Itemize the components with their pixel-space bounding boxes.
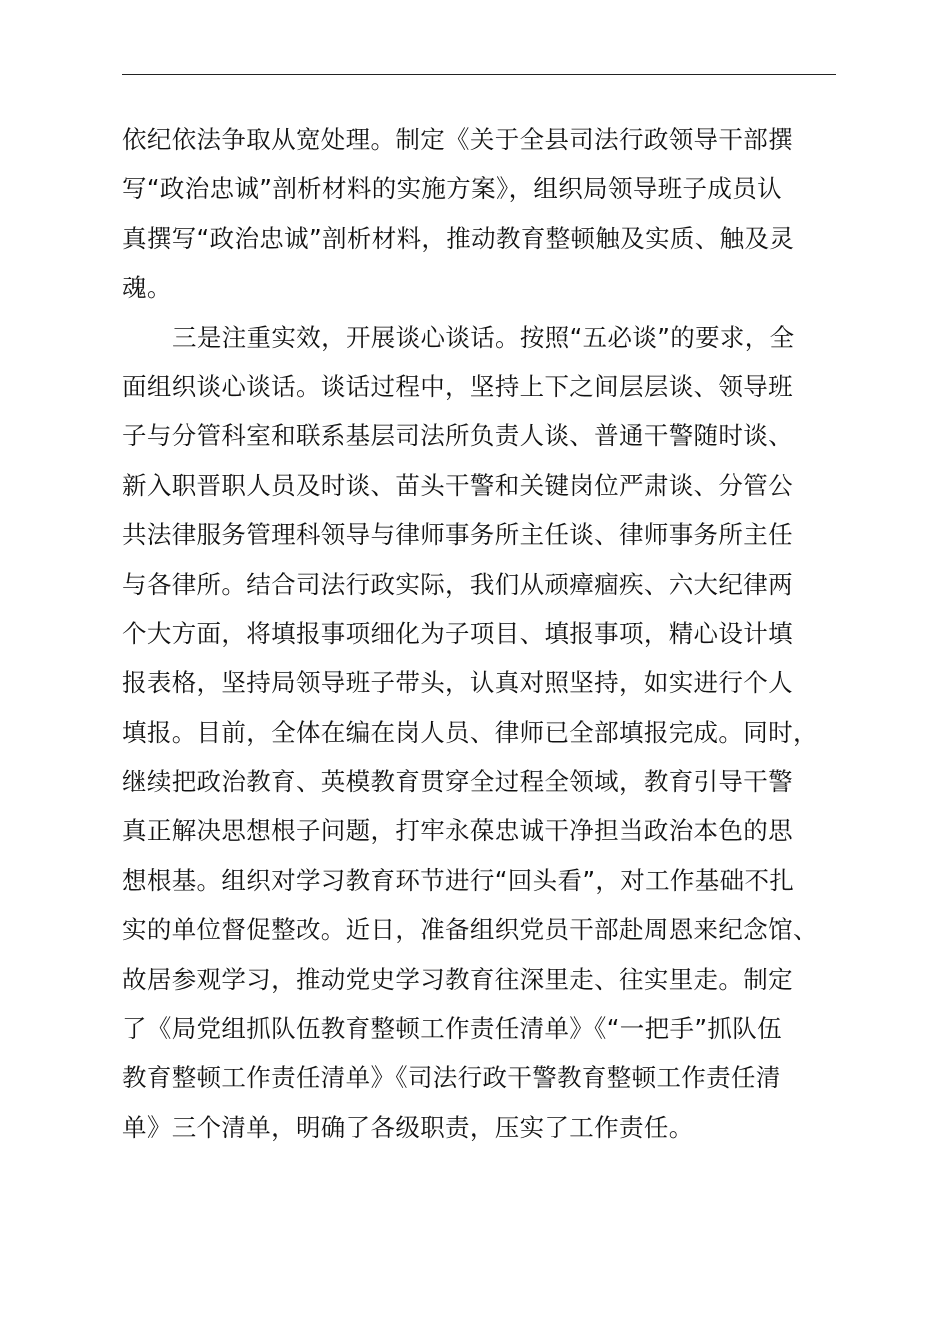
text-line: 了《局党组抓队伍教育整顿工作责任清单》《“一把手”抓队伍	[122, 1014, 782, 1044]
text-line: 与各律所。结合司法行政实际，我们从顽瘴痼疾、六大纪律两	[122, 569, 793, 599]
text-line: 三是注重实效，开展谈心谈话。按照“五必谈”的要求，全	[172, 322, 795, 352]
text-line: 实的单位督促整改。近日，准备组织党员干部赴周恩来纪念馆、	[122, 915, 818, 945]
text-line: 子与分管科室和联系基层司法所负责人谈、普通干警随时谈、	[122, 421, 793, 451]
text-line: 真正解决思想根子问题，打牢永葆忠诚干净担当政治本色的思	[122, 816, 793, 846]
text-line: 新入职晋职人员及时谈、苗头干警和关键岗位严肃谈、分管公	[122, 470, 793, 500]
text-line: 填报。目前，全体在编在岗人员、律师已全部填报完成。同时，	[122, 717, 818, 747]
paragraph-continuation	[122, 115, 862, 313]
text-line: 真撰写“政治忠诚”剖析材料，推动教育整顿触及实质、触及灵	[122, 223, 795, 253]
text-line: 故居参观学习，推动党史学习教育往深里走、往实里走。制定	[122, 964, 793, 994]
text-line: 报表格，坚持局领导班子带头，认真对照坚持，如实进行个人	[122, 668, 793, 698]
text-line: 继续把政治教育、英模教育贯穿全过程全领域，教育引导干警	[122, 767, 793, 797]
document-body	[122, 115, 862, 1152]
text-line: 教育整顿工作责任清单》《司法行政干警教育整顿工作责任清	[122, 1063, 781, 1093]
text-line: 魂。	[122, 273, 172, 303]
text-line: 单》三个清单，明确了各级职责，压实了工作责任。	[122, 1112, 694, 1142]
text-line: 想根基。组织对学习教育环节进行“回头看”，对工作基础不扎	[122, 865, 795, 895]
header-rule	[122, 74, 836, 75]
text-line: 写“政治忠诚”剖析材料的实施方案》，组织局领导班子成员认	[122, 174, 782, 204]
paragraph-third-point	[122, 313, 862, 1153]
text-line: 面组织谈心谈话。谈话过程中，坚持上下之间层层谈、领导班	[122, 371, 793, 401]
text-line: 依纪依法争取从宽处理。制定《关于全县司法行政领导干部撰	[122, 125, 793, 154]
text-line: 个大方面，将填报事项细化为子项目、填报事项，精心设计填	[122, 618, 793, 648]
text-line: 共法律服务管理科领导与律师事务所主任谈、律师事务所主任	[122, 520, 793, 550]
